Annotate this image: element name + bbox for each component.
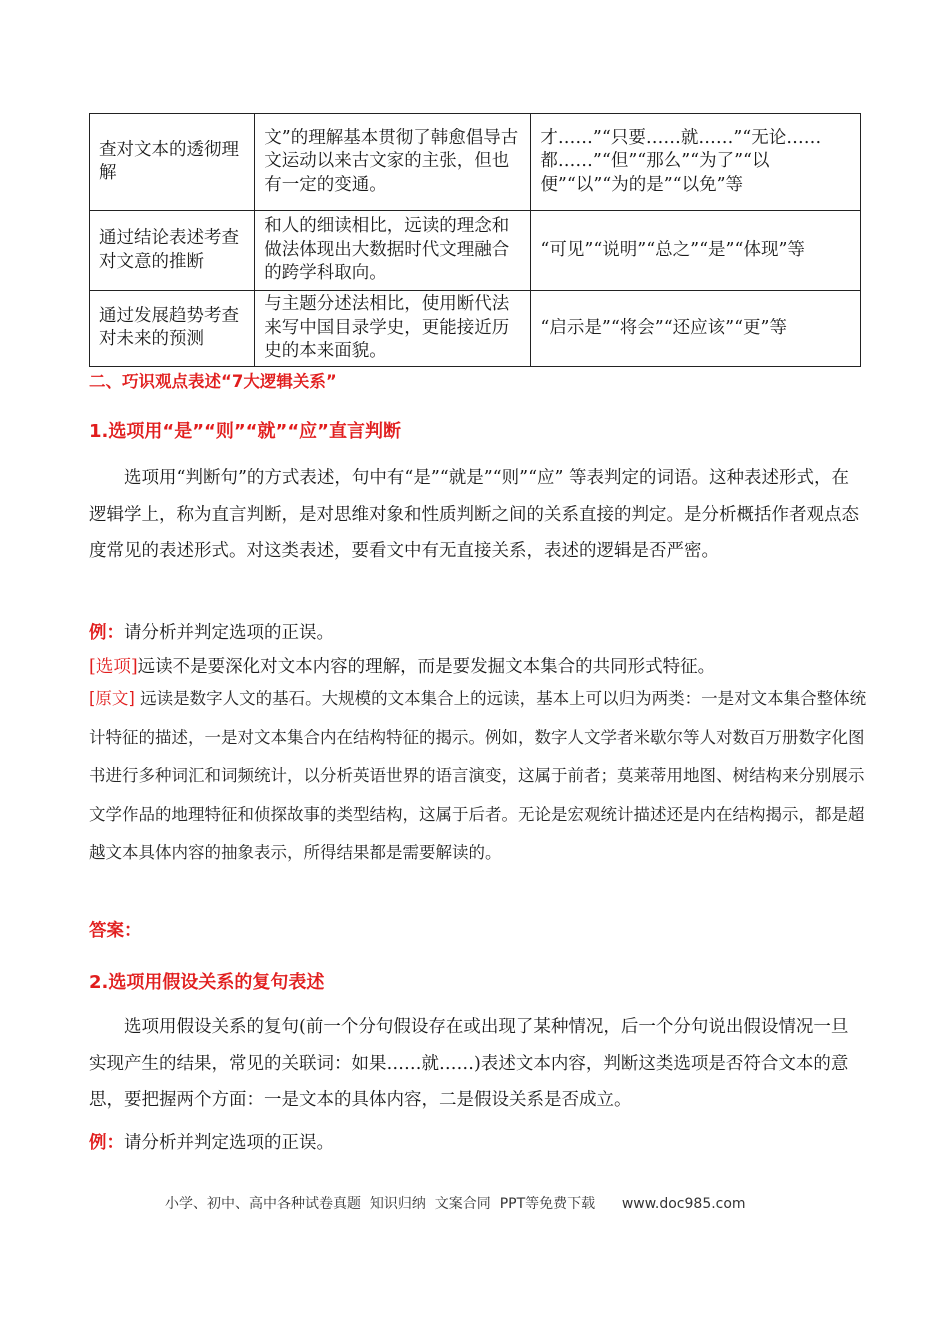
table-cell-example: 和人的细读相比，远读的理念和做法体现出大数据时代文理融合的跨学科取向。 (255, 211, 531, 291)
part1-answer (89, 918, 869, 944)
option-label: [选项] (89, 657, 138, 677)
part2-paragraph: 选项用假设关系的复句(前一个分句假设存在或出现了某种情况，后一个分句说出假设情况一旦实现产生的结果，常见的关联词：如果……就……)表述文本内容，判断这类选项是否符合文本的意思，要把握两个方面：一是文本的具体内容，二是假设关系是否成立。 (89, 1017, 849, 1110)
table-cell-keywords: “启示是”“将会”“还应该”“更”等 (531, 291, 861, 367)
table-cell-aspect: 通过结论表述考查对文意的推断 (90, 211, 255, 291)
answer-label: 答案： (89, 921, 142, 941)
table-cell-example: 与主题分述法相比，使用断代法来写中国目录学史，更能接近历史的本来面貌。 (255, 291, 531, 367)
original-text: 远读是数字人文的基石。大规模的文本集合上的远读，基本上可以归为两类：一是对文本集合整体统计特征的描述，一是对文本集合内在结构特征的揭示。例如，数字人文学者米歇尔等人对数百万册数字化图书进行多种词汇和词频统计，以分析英语世界的语言演变，这属于前者；莫莱蒂用地图、树结构来分别展示文学作品的地理特征和侦探故事的类型结构，这属于后者。无论是宏观统计描述还是内在结构揭示，都是超越文本具体内容的抽象表示，所得结果都是需要解读的。 (89, 689, 867, 862)
example-label: 例： (89, 1133, 124, 1153)
table-cell-example: 文”的理解基本贯彻了韩愈倡导古文运动以来古文家的主张，但也有一定的变通。 (255, 114, 531, 211)
option-text: 远读不是要深化对文本内容的理解，而是要发掘文本集合的共同形式特征。 (137, 657, 716, 677)
table-cell-keywords: “可见”“说明”“总之”“是”“体现”等 (531, 211, 861, 291)
section-title: 二、巧识观点表述“7大逻辑关系” (89, 372, 337, 391)
example-text: 请分析并判定选项的正误。 (124, 623, 334, 643)
part1-original (89, 680, 874, 873)
original-label: [原文] (89, 689, 135, 708)
table-cell-aspect: 查对文本的透彻理解 (90, 114, 255, 211)
table-cell-keywords: 才……”“只要……就……”“无论……都……”“但”“那么”“为了”“以便”“以”“为的是”“以免”等 (531, 114, 861, 211)
part1-heading: 1.选项用“是”“则”“就”“应”直言判断 (89, 421, 402, 442)
example-text: 请分析并判定选项的正误。 (124, 1133, 334, 1153)
example-label: 例： (89, 623, 124, 643)
page-footer: 小学、初中、高中各种试卷真题 知识归纳 文案合同 PPT等免费下载 www.doc985.com (165, 1196, 746, 1212)
part2-heading: 2.选项用假设关系的复句表述 (89, 972, 325, 993)
part1-option (89, 654, 869, 680)
table-cell-aspect: 通过发展趋势考查对未来的预测 (90, 291, 255, 367)
table-row (90, 211, 861, 291)
table-row (90, 114, 861, 211)
part1-example (89, 620, 869, 646)
part2-example (89, 1130, 869, 1156)
part1-paragraph: 选项用“判断句”的方式表述，句中有“是”“就是”“则”“应” 等表判定的词语。这种表述形式，在逻辑学上，称为直言判断，是对思维对象和性质判断之间的关系直接的判定。是分析概括作者观点态度常见的表述形式。对这类表述，要看文中有无直接关系，表述的逻辑是否严密。 (89, 468, 859, 561)
table-row (90, 291, 861, 367)
logic-table (89, 113, 861, 367)
